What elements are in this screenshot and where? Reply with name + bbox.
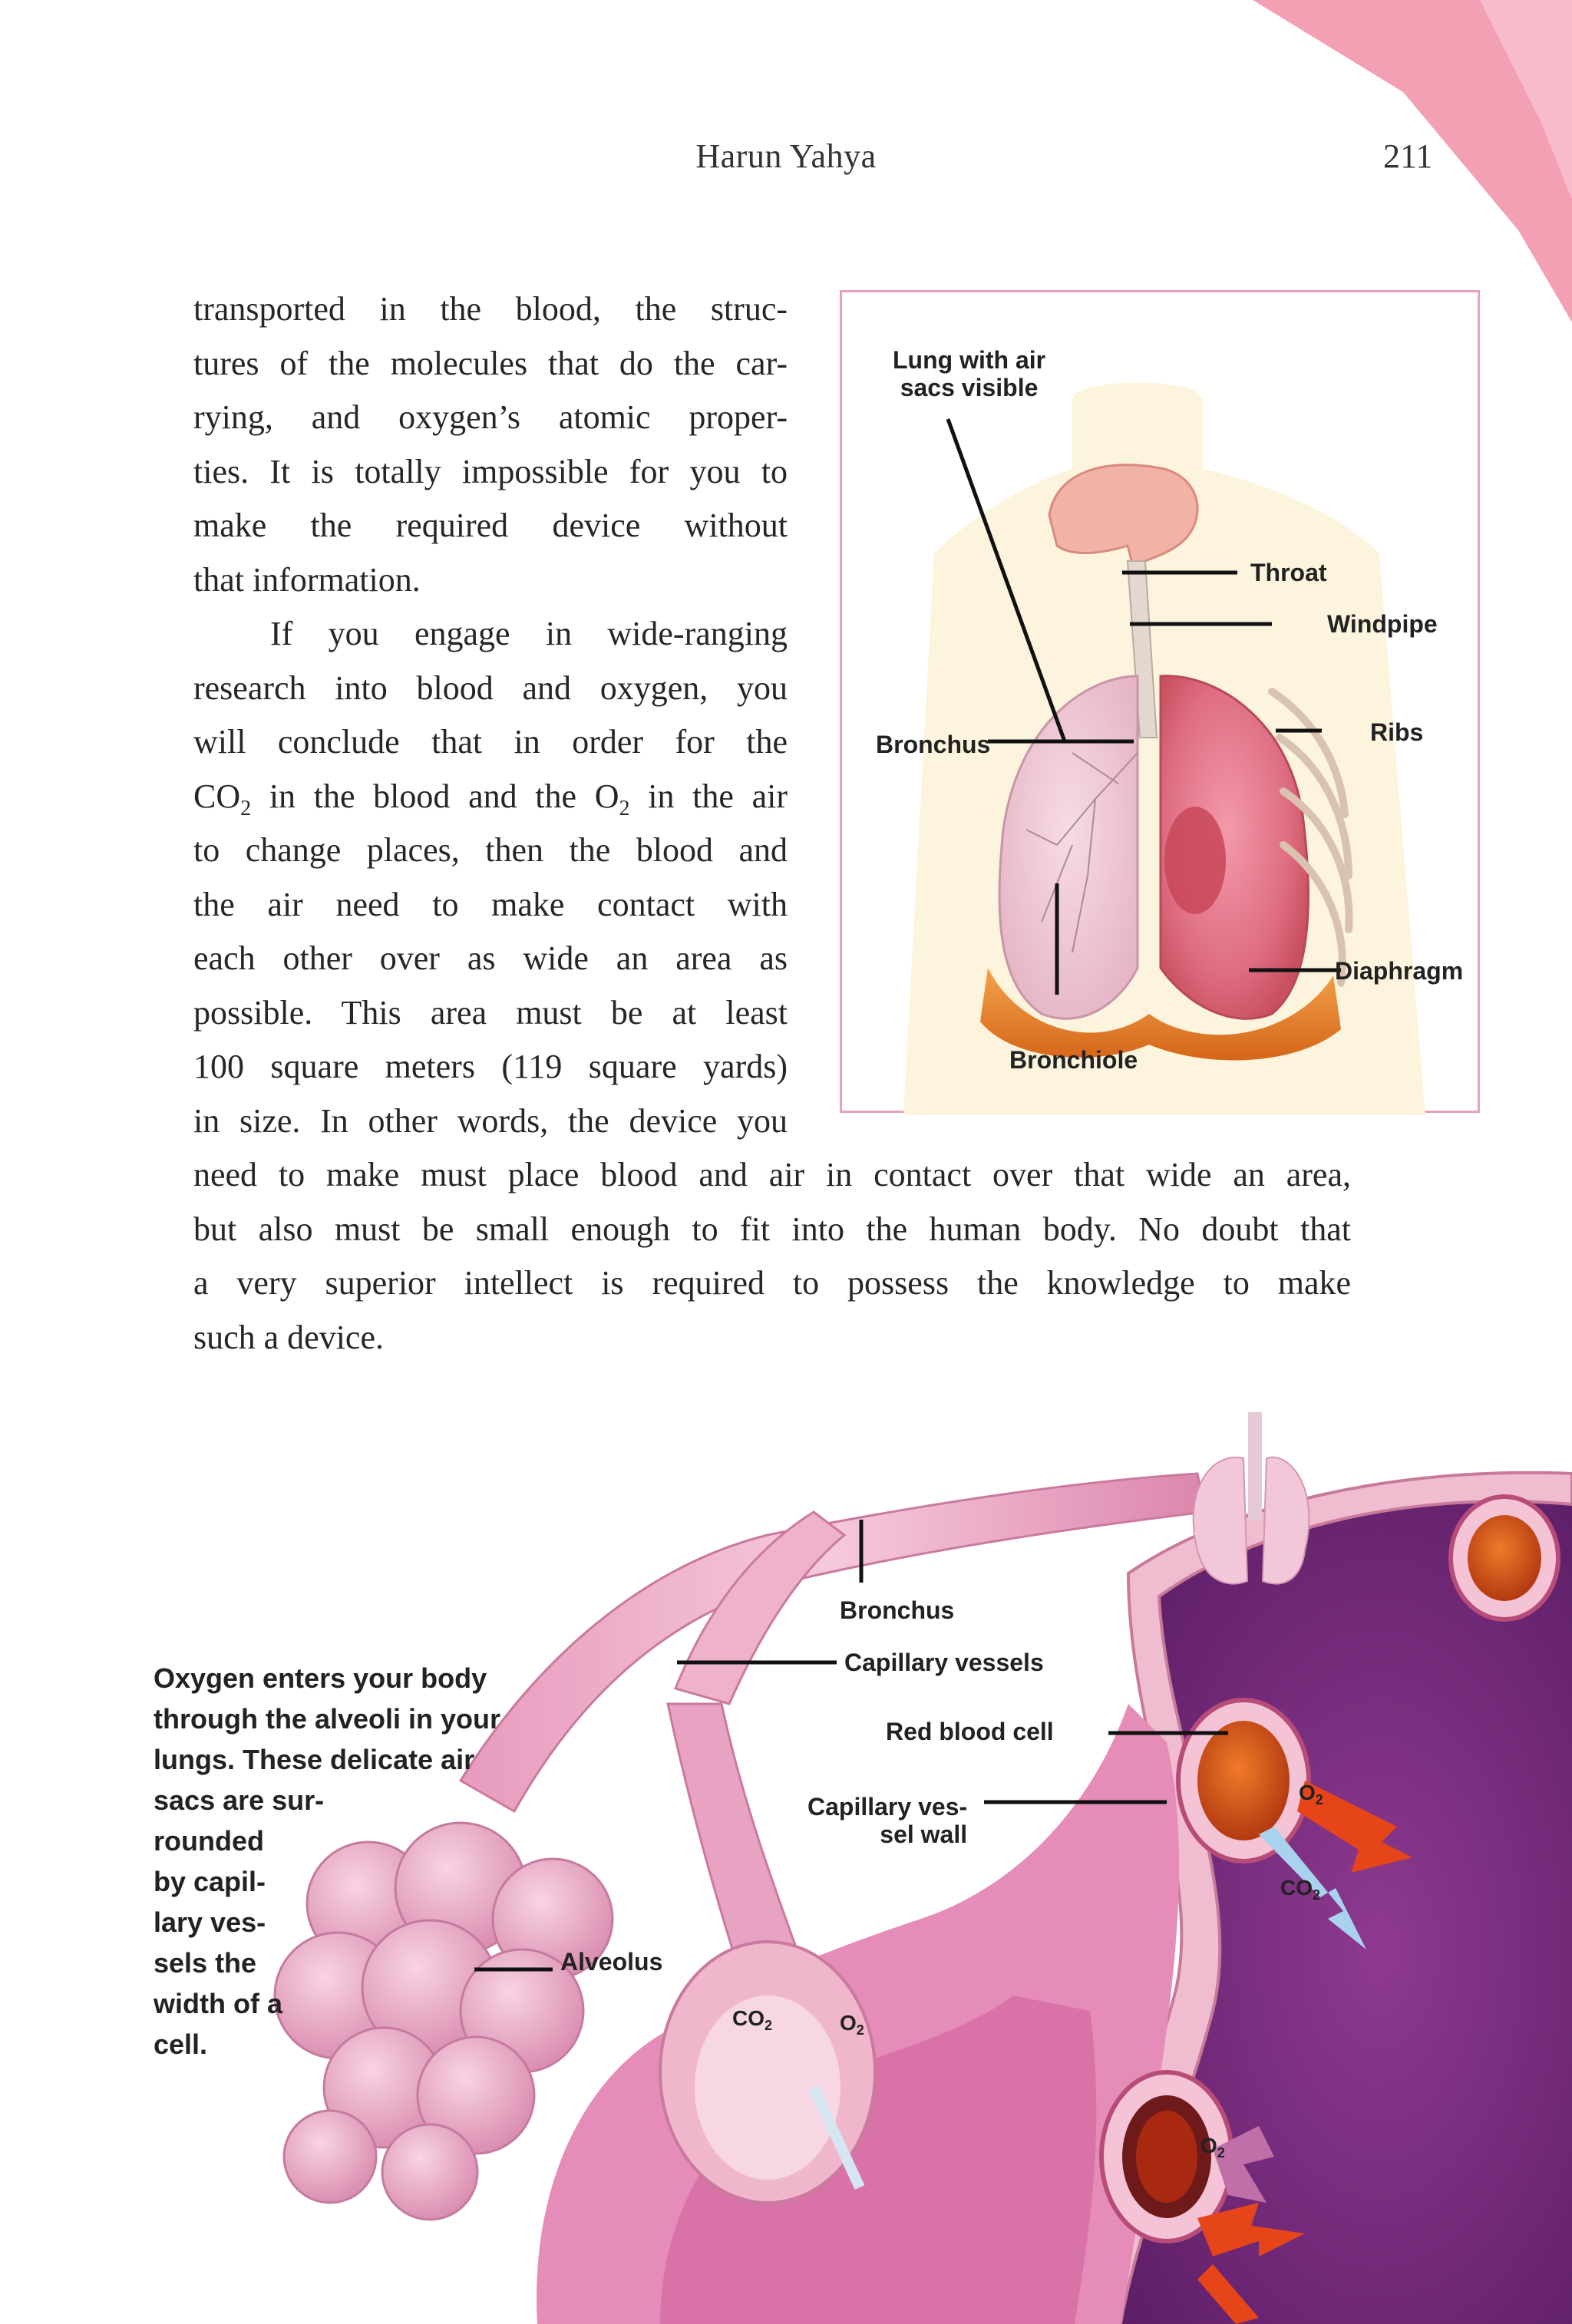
label-bronchus-alv: Bronchus bbox=[840, 1596, 955, 1624]
text-line: transported in the blood, the struc- bbox=[193, 290, 788, 328]
text-line: make the required device without bbox=[193, 507, 788, 544]
text-line: possible. This area must be at least bbox=[193, 993, 788, 1032]
lung-illustration bbox=[842, 292, 1482, 1115]
text-line: If you engage in wide-ranging bbox=[270, 615, 788, 652]
label-alveolus: Alveolus bbox=[560, 1948, 663, 1976]
page-number: 211 bbox=[1383, 137, 1433, 175]
alveoli-caption: Oxygen enters your body through the alveoli in your lungs. These delicate air sacs are sur- rounded by capil- lary ves- sels the width of a cell. bbox=[154, 1662, 501, 2060]
text-line: rying, and oxygen’s atomic proper- bbox=[193, 398, 788, 436]
text-line: the air need to make contact with bbox=[193, 885, 788, 923]
text-line: that information. bbox=[193, 560, 421, 599]
label-o2-alveolus: $O_2$ bbox=[840, 2011, 864, 2038]
text-line: ties. It is totally impossible for you to bbox=[193, 452, 788, 490]
text-line: such a device. bbox=[193, 1318, 384, 1356]
label-co2-alveolus: $CO_2$ bbox=[732, 2006, 773, 2033]
text-line: a very superior intellect is required to possess the knowledge to make bbox=[193, 1264, 1351, 1302]
label-capillary-vessels: Capillary vessels bbox=[844, 1649, 1044, 1676]
text-line: need to make must place blood and air in contact over that wide an area, bbox=[193, 1156, 1351, 1193]
text-line: in size. In other words, the device you bbox=[193, 1101, 788, 1140]
label-o2-lower: $O_2$ bbox=[1200, 2134, 1225, 2161]
label-red-blood-cell: Red blood cell bbox=[886, 1718, 1054, 1745]
text-line: but also must be small enough to fit into the human body. No doubt that bbox=[193, 1210, 1351, 1248]
label-lung: Lung with air sacs visible bbox=[893, 346, 1046, 401]
label-o2-cell: $O_2$ bbox=[1299, 1781, 1323, 1807]
label-bronchus: Bronchus bbox=[876, 731, 991, 758]
text-line: $CO_2$ in the blood and the $O_2$ in the air bbox=[193, 777, 788, 820]
label-diaphragm: Diaphragm bbox=[1335, 957, 1464, 985]
text-line: to change places, then the blood and bbox=[193, 831, 788, 869]
label-windpipe: Windpipe bbox=[1327, 610, 1438, 638]
label-ribs: Ribs bbox=[1370, 718, 1424, 746]
label-capillary-wall: Capillary ves- sel wall bbox=[807, 1793, 968, 1848]
running-head: Harun Yahya bbox=[695, 137, 877, 175]
label-bronchiole: Bronchiole bbox=[1009, 1046, 1138, 1074]
label-co2-cell: $CO_2$ bbox=[1280, 1876, 1321, 1903]
text-line: will conclude that in order for the bbox=[193, 723, 788, 761]
text-line: research into blood and oxygen, you bbox=[193, 668, 788, 707]
label-throat: Throat bbox=[1250, 559, 1327, 586]
lung-figure bbox=[840, 290, 1480, 1113]
text-line: 100 square meters (119 square yards) bbox=[193, 1048, 788, 1085]
text-line: tures of the molecules that do the car- bbox=[193, 344, 788, 382]
text-line: each other over as wide an area as bbox=[193, 939, 788, 977]
